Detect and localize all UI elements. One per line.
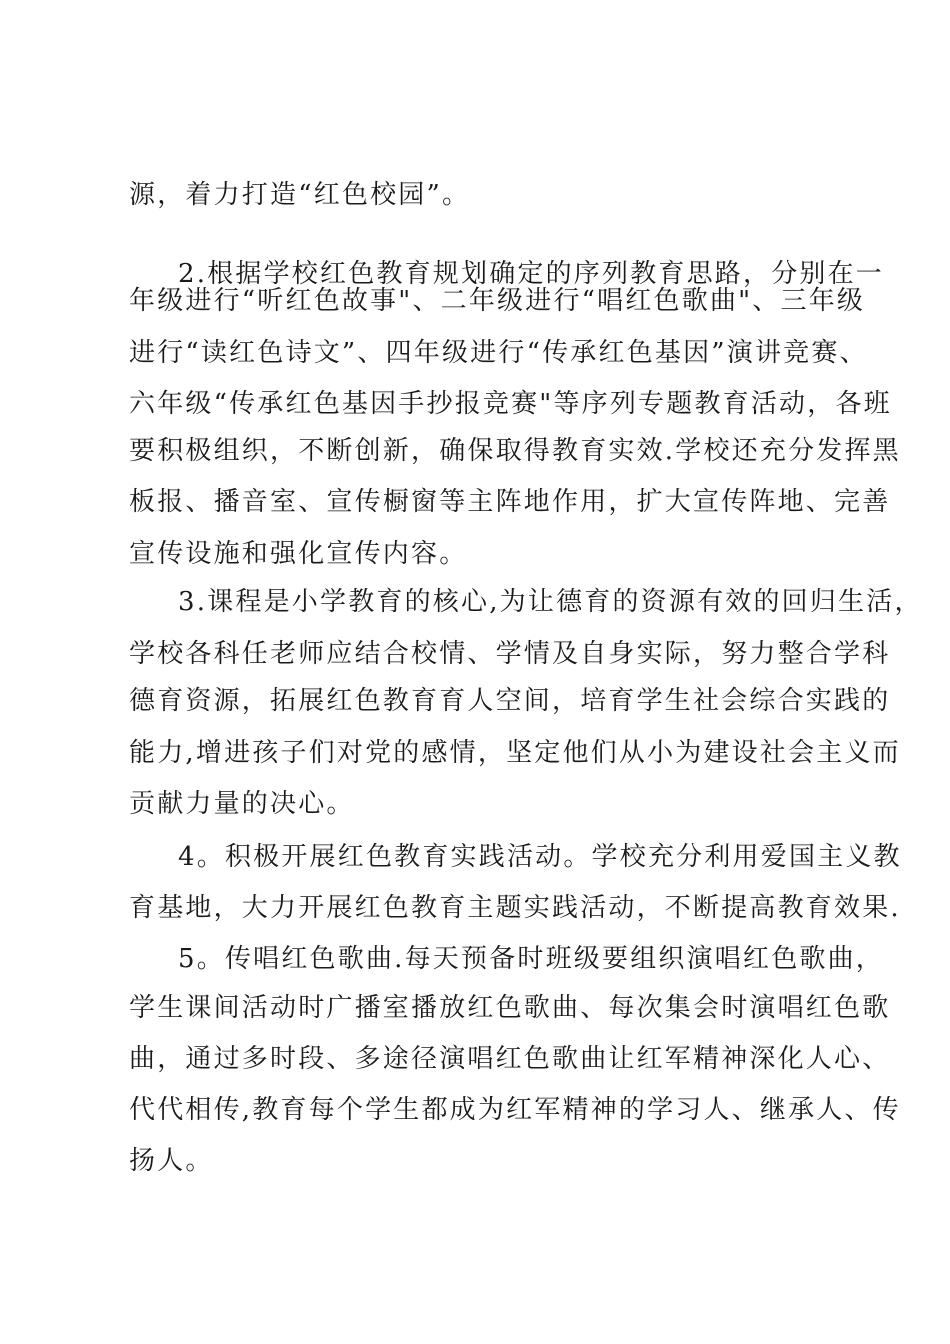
text-line: 板报、播音室、宣传橱窗等主阵地作用，扩大宣传阵地、完善 [129, 487, 891, 517]
text-line: 育基地，大力开展红色教育主题实践活动，不断提高教育效果. [129, 893, 901, 923]
text-line: 源，着力打造“红色校园”。 [129, 180, 471, 210]
text-line: 曲，通过多时段、多途径演唱红色歌曲让红军精神深化人心、 [129, 1044, 891, 1074]
text-line: 德育资源，拓展红色教育育人空间，培育学生社会综合实践的 [129, 686, 891, 716]
paragraph-4-line: 4。积极开展红色教育实践活动。学校充分利用爱国主义教 [178, 842, 902, 872]
text-line: 六年级“传承红色基因手抄报竞赛"等序列专题教育活动，各班 [129, 389, 892, 419]
text-line: 要积极组织，不断创新，确保取得教育实效.学校还充分发挥黑 [129, 436, 901, 466]
paragraph-2-line: 2.根据学校红色教育规划确定的序列教育思路，分别在一 [178, 259, 885, 289]
text-line: 学生课间活动时广播室播放红色歌曲、每次集会时演唱红色歌 [129, 993, 891, 1023]
text-line: 学校各科任老师应结合校情、学情及自身实际，努力整合学科 [129, 639, 891, 669]
text-line: 能力,增进孩子们对党的感情，坚定他们从小为建设社会主义而 [129, 738, 901, 768]
text-line: 宣传设施和强化宣传内容。 [129, 539, 468, 569]
text-line: 代代相传,教育每个学生都成为红军精神的学习人、继承人、传 [129, 1095, 901, 1125]
paragraph-5-line: 5。传唱红色歌曲.每天预备时班级要组织演唱红色歌曲， [178, 944, 885, 974]
text-line: 年级进行“听红色故事"、二年级进行“唱红色歌曲"、三年级 [129, 286, 866, 316]
text-line: 贡献力量的决心。 [129, 789, 355, 819]
text-line: 扬人。 [129, 1146, 214, 1176]
paragraph-3-line: 3.课程是小学教育的核心,为让德育的资源有效的回归生活， [178, 587, 923, 617]
text-line: 进行“读红色诗文”、四年级进行“传承红色基因”演讲竞赛、 [129, 338, 868, 368]
